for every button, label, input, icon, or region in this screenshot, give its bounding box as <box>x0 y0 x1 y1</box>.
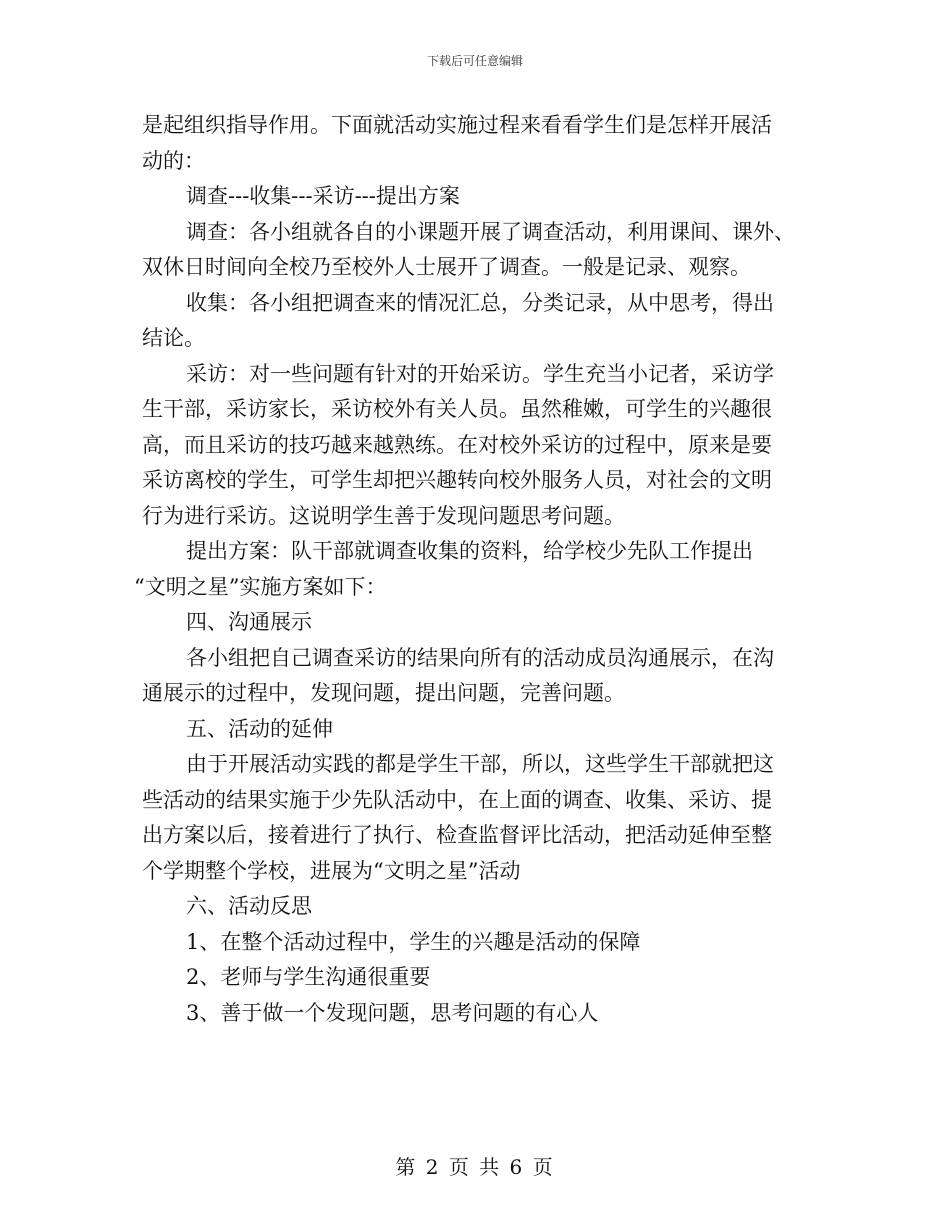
paragraph-line: 双休日时间向全校乃至校外人士展开了调查。一般是记录、观察。 <box>142 255 751 279</box>
paragraph-line: 收集：各小组把调查来的情况汇总，分类记录，从中思考，得出 <box>186 290 774 315</box>
paragraph-line: 各小组把自己调查采访的结果向所有的活动成员沟通展示，在沟 <box>186 645 774 670</box>
paragraph-line: 动的： <box>142 148 205 173</box>
section-heading: 六、活动反思 <box>186 894 312 918</box>
page-footer: 第 2 页 共 6 页 <box>395 1155 555 1179</box>
paragraph-line: 结论。 <box>142 326 205 350</box>
paragraph-line: 提出方案：队干部就调查收集的资料，给学校少先队工作提出 <box>186 539 753 563</box>
paragraph-line: 些活动的结果实施于少先队活动中，在上面的调查、收集、采访、提 <box>142 787 772 812</box>
paragraph-line: 采访离校的学生，可学生却把兴趣转向校外服务人员，对社会的文明 <box>142 468 772 492</box>
paragraph-line: 由于开展活动实践的都是学生干部，所以，这些学生干部就把这 <box>186 752 774 776</box>
paragraph-line: 个学期整个学校，进展为“文明之星”活动 <box>142 858 521 883</box>
section-heading: 五、活动的延伸 <box>186 716 333 741</box>
paragraph-line: 是起组织指导作用。下面就活动实施过程来看看学生们是怎样开展活 <box>142 113 772 137</box>
paragraph-line: 高，而且采访的技巧越来越熟练。在对校外采访的过程中，原来是要 <box>142 432 772 457</box>
section-heading: 四、沟通展示 <box>186 610 312 634</box>
document-body <box>134 108 808 1031</box>
paragraph-line: 出方案以后，接着进行了执行、检查监督评比活动，把活动延伸至整 <box>142 823 772 847</box>
paragraph-line: 生干部，采访家长，采访校外有关人员。虽然稚嫩，可学生的兴趣很 <box>142 397 772 421</box>
paragraph-line: 行为进行采访。这说明学生善于发现问题思考问题。 <box>142 503 625 528</box>
paragraph-line: 通展示的过程中，发现问题，提出问题，完善问题。 <box>142 681 625 705</box>
paragraph-line: “文明之星”实施方案如下： <box>134 574 387 599</box>
page-header: 下载后可任意编辑 <box>426 54 523 68</box>
list-item: 2、老师与学生沟通很重要 <box>186 965 431 989</box>
section-line: 调查---收集---采访---提出方案 <box>186 184 460 208</box>
list-item: 1、在整个活动过程中，学生的兴趣是活动的保障 <box>186 929 641 954</box>
list-item: 3、善于做一个发现问题，思考问题的有心人 <box>186 1000 599 1025</box>
paragraph-line: 采访：对一些问题有针对的开始采访。学生充当小记者，采访学 <box>186 361 774 386</box>
paragraph-line: 调查：各小组就各自的小课题开展了调查活动，利用课间、课外、 <box>186 219 795 244</box>
